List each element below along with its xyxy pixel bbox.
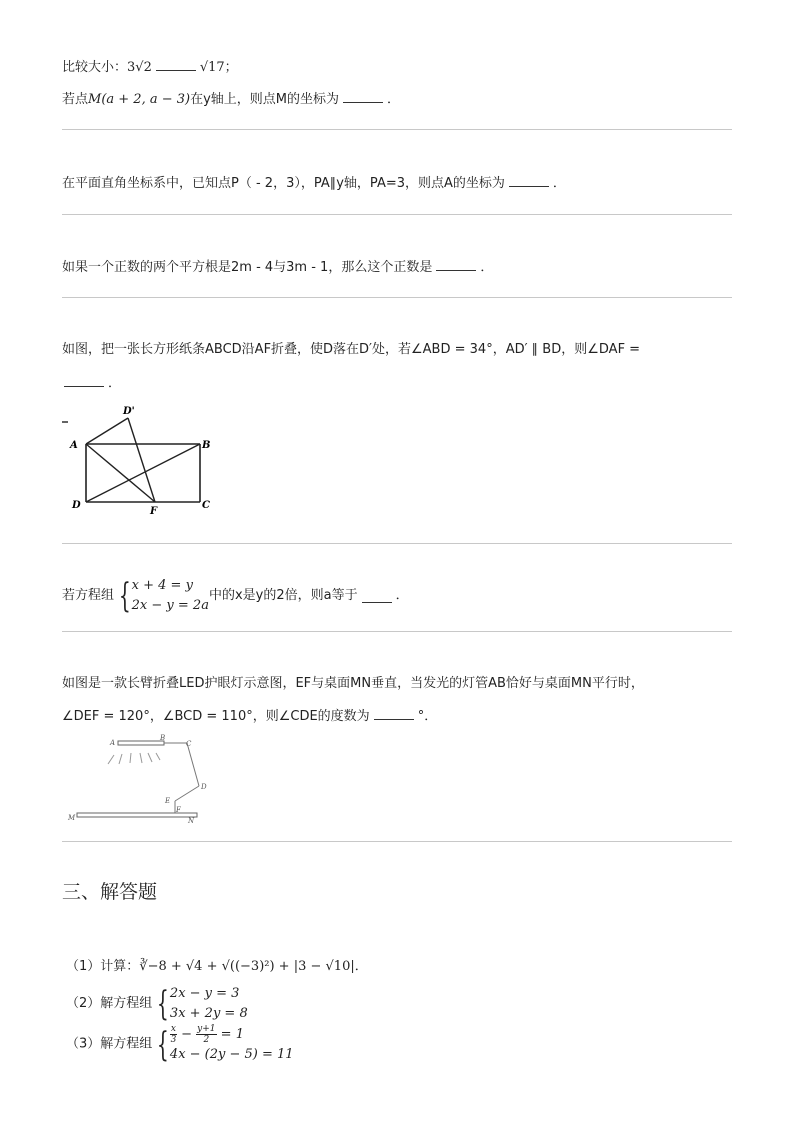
solve-item-1	[66, 958, 368, 976]
question-mid: 在y轴上，则点M的坐标为	[190, 92, 340, 107]
label-f: F	[176, 806, 181, 814]
figure-led-lamp	[62, 733, 222, 828]
fraction: $\frac{x}{3}$	[170, 1024, 177, 1045]
label-e: E	[165, 797, 171, 805]
label-n: N	[188, 817, 195, 825]
answer-blank	[343, 90, 383, 103]
equation-system	[170, 1024, 294, 1065]
question-text: ∠DEF = 120°，∠BCD = 110°，则∠CDE的度数为	[62, 709, 370, 724]
light-rays	[108, 753, 160, 764]
question-prefix: 若方程组	[62, 588, 115, 603]
question-coordinate	[62, 174, 566, 193]
diagonal-bd	[86, 444, 200, 502]
label-b: B	[160, 734, 166, 742]
question-point-on-axis	[62, 90, 400, 109]
solve-item-3	[66, 1024, 294, 1065]
left-brace: {	[118, 576, 131, 616]
question-prefix: 若点	[62, 92, 89, 107]
question-answer-line	[62, 374, 121, 393]
question-fold-rectangle	[62, 341, 640, 359]
answer-blank	[374, 707, 414, 720]
math-point: M(a + 2, a − 3)	[88, 92, 191, 107]
label-b: B	[202, 440, 211, 451]
equation-1: 2x − y = 3	[169, 986, 240, 1001]
equation-1: x + 4 = y	[131, 578, 193, 593]
answer-blank	[64, 374, 104, 387]
label-d: D	[201, 783, 207, 791]
divider	[62, 841, 732, 842]
question-suffix: ．	[395, 588, 409, 603]
question-suffix: ．	[387, 92, 401, 107]
divider	[62, 631, 732, 632]
question-mid: 中的x是y的2倍，则a等于	[208, 588, 358, 603]
arm-de	[175, 786, 199, 801]
question-compare	[62, 58, 238, 77]
edge-d-prime-f	[128, 418, 155, 502]
question-suffix: ．	[108, 376, 122, 391]
question-text: 如图是一款长臂折叠LED护眼灯示意图，EF与桌面MN垂直，当发光的灯管AB恰好与桌面MN平行时，	[62, 676, 644, 691]
equation-2: 3x + 2y = 8	[169, 1006, 248, 1021]
question-equation-system	[62, 576, 409, 616]
math-expression: ∛−8 + √4 + √((−3)²) + |3 − √10|	[139, 959, 355, 974]
divider	[62, 543, 732, 544]
divider	[62, 297, 732, 298]
label-d-prime: D'	[123, 406, 135, 417]
label-m: M	[68, 814, 76, 822]
item-label: （3）解方程组	[66, 1036, 153, 1052]
answer-blank	[436, 258, 476, 271]
answer-blank	[156, 58, 196, 71]
label-f: F	[150, 506, 158, 517]
question-suffix: ；	[224, 60, 238, 75]
math-right: √17	[199, 60, 225, 75]
divider	[62, 129, 732, 130]
answer-blank	[362, 590, 392, 603]
question-lamp-line2	[62, 707, 437, 726]
divider	[62, 214, 732, 215]
answer-blank	[509, 174, 549, 187]
equation-system	[132, 576, 209, 616]
left-brace: {	[157, 984, 170, 1024]
label-c: C	[186, 740, 192, 748]
question-prefix: 比较大小：	[62, 60, 128, 75]
label-d: D	[72, 500, 81, 511]
label-c: C	[202, 500, 210, 511]
left-brace: {	[157, 1024, 170, 1065]
question-suffix: ．	[552, 176, 566, 191]
label-a: A	[70, 440, 78, 451]
equation-2: 4x − (2y − 5) = 11	[169, 1047, 294, 1062]
question-text: 如图，把一张长方形纸条ABCD沿AF折叠，使D落在D′处，若∠ABD = 34°，AD′ ∥ BD，则∠DAF =	[62, 342, 641, 357]
arm-cd	[187, 743, 199, 786]
item-label: （1）计算：	[66, 959, 140, 974]
equation-2: 2x − y = 2a	[131, 598, 209, 613]
lamp-tube-ab	[118, 741, 164, 745]
question-lamp-line1	[62, 675, 644, 693]
item-suffix: ．	[354, 959, 368, 974]
question-square-root	[62, 258, 493, 277]
label-a: A	[110, 739, 116, 747]
question-suffix: °．	[417, 709, 438, 724]
solve-item-2	[66, 984, 248, 1024]
equation-system	[170, 984, 248, 1024]
math-left: 3√2	[127, 60, 152, 75]
fraction: $\frac{y+1}{2}$	[197, 1024, 216, 1045]
edge-ad-prime	[86, 418, 128, 444]
equation-1: $\frac{x}{3}$ − $\frac{y+1}{2}$ = 1	[170, 1024, 244, 1045]
fold-line-af	[86, 444, 155, 502]
section-title: 三、解答题	[62, 881, 158, 903]
question-text: 在平面直角坐标系中，已知点P（ - 2，3），PA∥y轴，PA=3，则点A的坐标为	[62, 176, 505, 191]
item-label: （2）解方程组	[66, 996, 153, 1011]
question-text: 如果一个正数的两个平方根是2m - 4与3m - 1，那么这个正数是	[62, 260, 433, 275]
question-suffix: ．	[480, 260, 494, 275]
figure-folded-rectangle	[60, 402, 220, 517]
